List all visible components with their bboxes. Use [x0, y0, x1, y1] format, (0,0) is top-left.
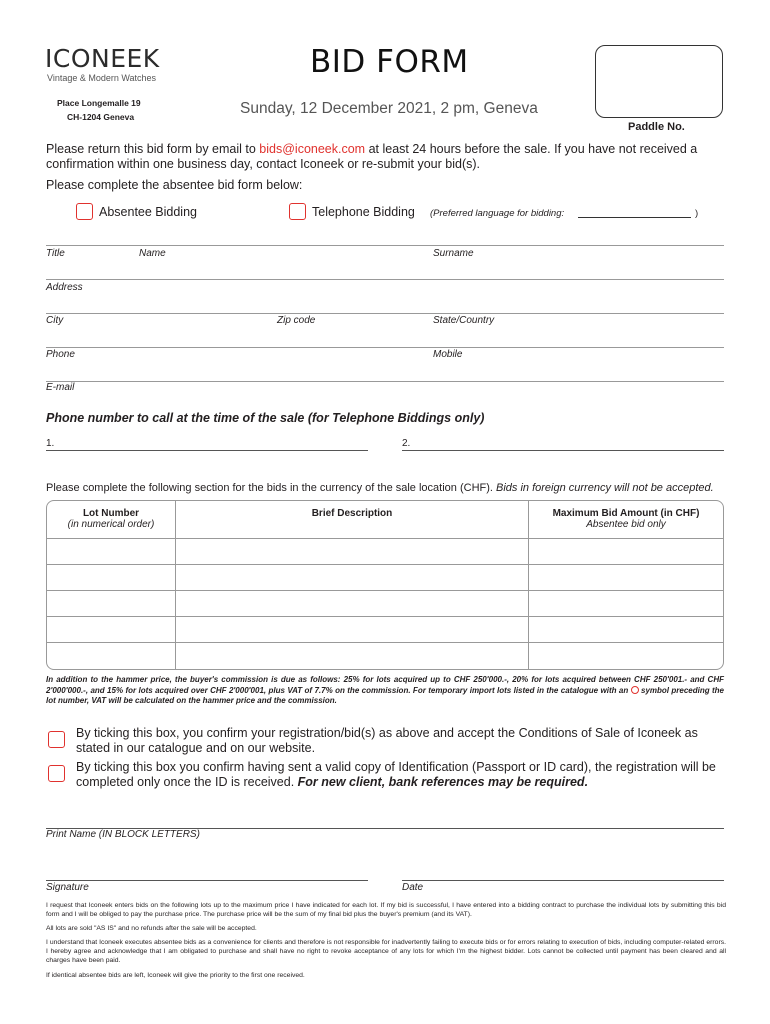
intro-before: Please return this bid form by email to: [46, 142, 260, 156]
col-max-bid-label: Maximum Bid Amount (in CHF): [552, 508, 700, 519]
phone-2-field[interactable]: [402, 450, 724, 451]
title-label: Title: [46, 248, 65, 259]
sale-date: Sunday, 12 December 2021, 2 pm, Geneva: [240, 100, 538, 117]
address-line-2: CH-1204 Geneva: [67, 112, 135, 122]
accept-conditions-text: By ticking this box, you confirm your registration/bid(s) as above and accept the Conditions of Sale of Iconeek as stated in our catalogue and on our website.: [76, 726, 698, 755]
max-bid-cell[interactable]: [529, 591, 723, 617]
lot-cell[interactable]: [47, 643, 176, 669]
bids-email-link[interactable]: bids@iconeek.com: [259, 142, 366, 156]
intro-text: [46, 142, 736, 172]
phone-1-field[interactable]: [46, 450, 368, 451]
phone-label: Phone: [46, 349, 75, 360]
lot-cell[interactable]: [47, 617, 176, 643]
table-row: [47, 643, 723, 669]
title-name-field-line[interactable]: [46, 245, 724, 246]
state-country-label: State/Country: [433, 315, 495, 326]
address-label: Address: [46, 282, 83, 293]
date-field[interactable]: [402, 880, 724, 881]
table-row: [47, 617, 723, 643]
id-confirmation-plain: By ticking this box you confirm having sent a valid copy of Identification (Passport or ID card), the registration will be completed only once the ID is received.: [76, 760, 716, 789]
max-bid-cell[interactable]: [529, 617, 723, 643]
telephone-bidding-checkbox[interactable]: [289, 203, 306, 220]
col-lot-number-sub: (in numerical order): [67, 519, 155, 530]
bids-table: [46, 500, 724, 670]
accept-conditions-checkbox[interactable]: [48, 731, 65, 748]
legal-paragraph-3: I understand that Iconeek executes absentee bids as a convenience for clients and therefore is not responsible for inadvertently failing to execute bids or for errors relating to execution of bids, including computer-related errors. I hereby agree and acknowledge that I am obligated to purchase and shall have no right to revoke acceptance of any lots for which I'm the highest bidder. Lots cannot be collected until payment has been cleared and all charges have been paid.: [46, 939, 726, 964]
signature-label: Signature: [46, 882, 89, 893]
table-row: [47, 591, 723, 617]
col-brief-description: [176, 501, 529, 539]
max-bid-cell[interactable]: [529, 565, 723, 591]
commission-text: [46, 675, 724, 707]
email-field-line[interactable]: [46, 381, 724, 382]
address-field-line[interactable]: [46, 279, 724, 280]
commission-after: symbol preceding the lot number, VAT will be calculated on the hammer price and the commission.: [46, 685, 725, 705]
bids-note-plain: Please complete the following section for the bids in the currency of the sale location (CHF).: [46, 482, 497, 494]
intro-after: at least 24 hours before the sale. If you have not received a confirmation within one business day, contact Iconeek or re-submit your bid(s).: [46, 142, 698, 171]
city-label: City: [46, 315, 64, 326]
legal-paragraph-1: I request that Iconeek enters bids on the following lots up to the maximum price I have indicated for each lot. If my bid is successful, I have entered into a bidding contract to purchase the individual lots by submitting this bid form and I will be obliged to pay the purchase price. The purchase price will be the sum of my final bid plus the buyer's premium (and its VAT).: [46, 902, 726, 918]
bids-note-italic: Bids in foreign currency will not be accepted.: [496, 482, 714, 494]
telephone-bidding-label: Telephone Bidding: [312, 205, 415, 219]
print-name-label: Print Name (IN BLOCK LETTERS): [46, 829, 200, 840]
col-lot-number-label: Lot Number: [82, 508, 140, 519]
bids-note: [46, 482, 714, 494]
temporary-import-circle-icon: [631, 686, 639, 694]
name-label: Name: [139, 248, 166, 259]
email-label: E-mail: [46, 382, 75, 393]
logo-tagline: Vintage & Modern Watches: [47, 73, 157, 83]
phone-1-label: 1.: [46, 438, 55, 449]
lot-cell[interactable]: [47, 591, 176, 617]
date-label: Date: [402, 882, 424, 893]
absentee-bidding-checkbox[interactable]: [76, 203, 93, 220]
please-complete-text: Please complete the absentee bid form below:: [46, 178, 303, 192]
max-bid-cell[interactable]: [529, 643, 723, 669]
legal-paragraph-2: All lots are sold "AS IS" and no refunds after the sale will be accepted.: [46, 925, 257, 932]
id-confirmation-checkbox[interactable]: [48, 765, 65, 782]
paddle-label: Paddle No.: [628, 121, 685, 133]
col-max-bid: [529, 501, 723, 539]
col-brief-description-label: Brief Description: [311, 508, 393, 519]
signature-field[interactable]: [46, 880, 368, 881]
description-cell[interactable]: [176, 539, 529, 565]
lot-cell[interactable]: [47, 565, 176, 591]
table-row: [47, 539, 723, 565]
bank-references-note: For new client, bank references may be required.: [297, 774, 589, 789]
description-cell[interactable]: [176, 617, 529, 643]
max-bid-cell[interactable]: [529, 539, 723, 565]
description-cell[interactable]: [176, 565, 529, 591]
description-cell[interactable]: [176, 591, 529, 617]
legal-paragraph-4: If identical absentee bids are left, Iconeek will give the priority to the first one received.: [46, 972, 305, 979]
col-max-bid-sub: Absentee bid only: [586, 519, 666, 530]
surname-label: Surname: [433, 248, 474, 259]
col-lot-number: [47, 501, 176, 539]
page-title: BID FORM: [310, 44, 469, 80]
bids-table-header: [47, 501, 723, 539]
mobile-label: Mobile: [433, 349, 463, 360]
table-row: [47, 565, 723, 591]
preferred-language-label: (Preferred language for bidding:: [430, 208, 565, 219]
phone-2-label: 2.: [402, 438, 411, 449]
city-field-line[interactable]: [46, 313, 724, 314]
lot-cell[interactable]: [47, 539, 176, 565]
paddle-number-box[interactable]: [595, 45, 723, 118]
address-line-1: Place Longemalle 19: [57, 98, 141, 108]
commission-before: In addition to the hammer price, the buyer's commission is due as follows: 25% for lots acquired up to CHF 250'000.-, 20% for lots acquired between CHF 250'001.- and CHF 2'000'000.-, and 15% for lots acquired over CHF 2'000'001, plus VAT of 7.7% on the commission. For temporary import lots listed in the catalogue with an: [46, 675, 724, 695]
iconeek-logo: ICONEEK: [45, 44, 160, 73]
zip-label: Zip code: [277, 315, 316, 326]
absentee-bidding-label: Absentee Bidding: [99, 205, 197, 219]
description-cell[interactable]: [176, 643, 529, 669]
phone-field-line[interactable]: [46, 347, 724, 348]
id-confirmation-text: [76, 760, 726, 789]
preferred-language-field[interactable]: [578, 217, 691, 218]
preferred-language-close: ): [695, 208, 699, 219]
phone-section-title: Phone number to call at the time of the sale (for Telephone Biddings only): [46, 411, 485, 425]
